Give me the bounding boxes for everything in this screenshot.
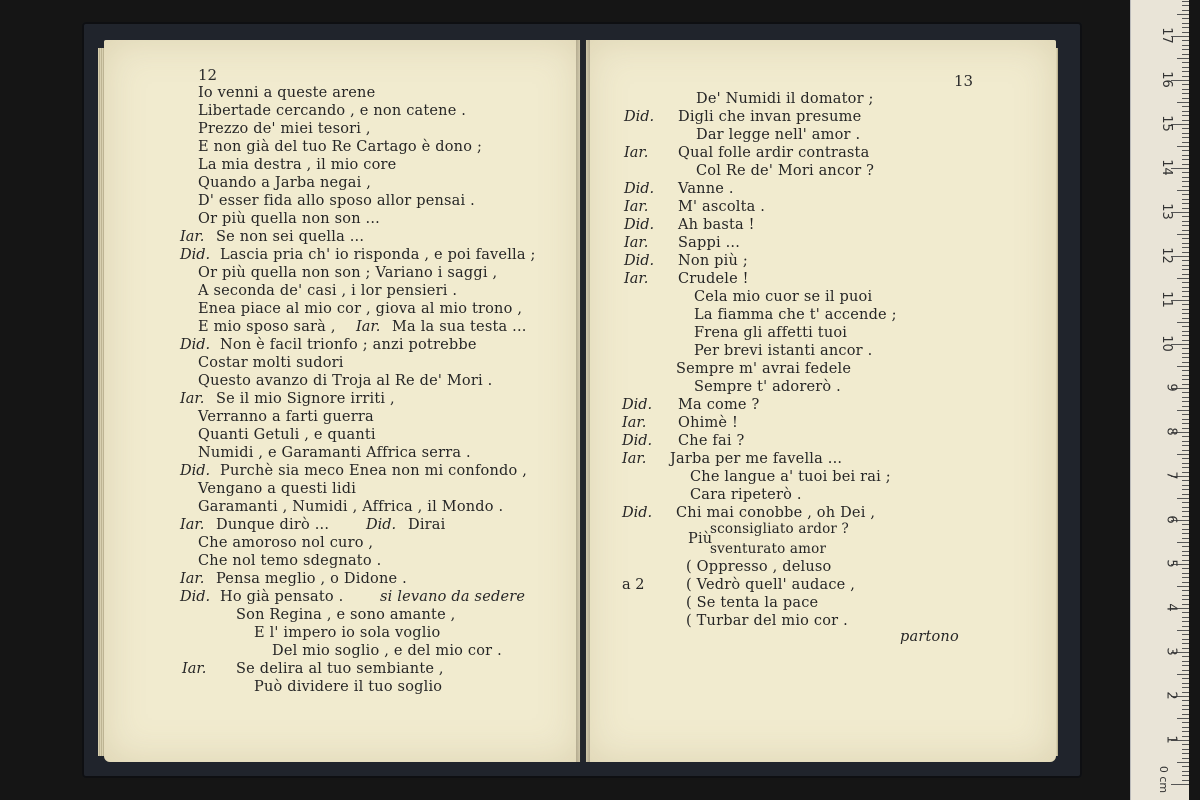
ruler-tick: [1182, 502, 1189, 503]
verse-line: Digli che invan presume: [678, 109, 862, 125]
ruler-tick: [1182, 269, 1189, 270]
speaker-label: Iar.: [180, 229, 205, 245]
ruler-unit-label: 0 cm: [1156, 765, 1170, 794]
ruler-tick: [1182, 10, 1189, 11]
verse-line: Sempre t' adorerò .: [694, 379, 841, 395]
verse-line: Che fai ?: [678, 433, 745, 449]
verse-line: Più: [688, 531, 713, 547]
ruler-tick: [1182, 274, 1189, 275]
ruler-tick: [1182, 45, 1189, 46]
ruler-tick: [1177, 278, 1189, 279]
ruler-tick: [1182, 150, 1189, 151]
ruler-tick: [1182, 98, 1189, 99]
verse-line: D' esser fida allo sposo allor pensai .: [198, 193, 475, 209]
speaker-label: Did.: [624, 181, 655, 197]
ruler-number: 10: [1159, 335, 1175, 352]
ruler-tick: [1182, 524, 1189, 525]
speaker-label: Iar.: [624, 271, 649, 287]
verse-line: sventurato amor: [710, 541, 827, 557]
verse-line: Sempre m' avrai fedele: [676, 361, 852, 377]
ruler-tick: [1182, 604, 1189, 605]
ruler-tick: [1182, 766, 1189, 767]
speaker-label: Did.: [180, 589, 211, 605]
verse-line: Chi mai conobbe , oh Dei ,: [676, 505, 876, 521]
ruler-tick: [1182, 89, 1189, 90]
verse-line: E mio sposo sarà ,: [198, 319, 336, 335]
speaker-label: a 2: [622, 577, 645, 593]
ruler-tick: [1177, 718, 1189, 719]
ruler-tick: [1177, 674, 1189, 675]
ruler-tick: [1182, 507, 1189, 508]
ruler-tick: [1182, 485, 1189, 486]
speaker-label: Did.: [180, 463, 211, 479]
ruler-tick: [1182, 419, 1189, 420]
ruler-tick: [1182, 494, 1189, 495]
ruler-tick: [1182, 247, 1189, 248]
verse-line: Vengano a questi lidi: [198, 481, 357, 497]
ruler-tick: [1182, 450, 1189, 451]
measurement-ruler: [1130, 0, 1189, 800]
ruler-number: 13: [1159, 203, 1175, 220]
ruler-tick: [1182, 678, 1189, 679]
ruler-tick: [1182, 186, 1189, 187]
ruler-tick: [1182, 683, 1189, 684]
verse-line: Non è facil trionfo ; anzi potrebbe: [220, 337, 477, 353]
ruler-tick: [1182, 348, 1189, 349]
verse-line: Io venni a queste arene: [198, 85, 376, 101]
ruler-tick: [1177, 190, 1189, 191]
speaker-label: Iar.: [622, 451, 647, 467]
ruler-tick: [1182, 71, 1189, 72]
ruler-tick: [1182, 749, 1189, 750]
ruler-tick: [1177, 454, 1189, 455]
verse-line: E non già del tuo Re Cartago è dono ;: [198, 139, 483, 155]
stage-direction: si levano da sedere: [380, 589, 526, 605]
ruler-tick: [1182, 177, 1189, 178]
verse-line: A seconda de' casi , i lor pensieri .: [198, 283, 458, 299]
ruler-tick: [1182, 309, 1189, 310]
ruler-tick: [1182, 379, 1189, 380]
speaker-label: Iar.: [182, 661, 207, 677]
ruler-tick: [1182, 423, 1189, 424]
ruler-tick: [1177, 146, 1189, 147]
ruler-tick: [1182, 546, 1189, 547]
ruler-tick: [1182, 216, 1189, 217]
verse-line: ( Oppresso , deluso: [686, 559, 832, 575]
ruler-tick: [1177, 102, 1189, 103]
ruler-tick: [1182, 133, 1189, 134]
speaker-label: Did.: [180, 247, 211, 263]
ruler-tick: [1182, 318, 1189, 319]
ruler-tick: [1182, 111, 1189, 112]
ruler-tick: [1182, 599, 1189, 600]
speaker-label: Iar.: [624, 145, 649, 161]
ruler-number: 5: [1163, 559, 1179, 568]
verse-line: Può dividere il tuo soglio: [254, 679, 443, 695]
verse-line: Qual folle ardir contrasta: [678, 145, 870, 161]
ruler-tick: [1182, 49, 1189, 50]
ruler-tick: [1177, 58, 1189, 59]
verse-line: La fiamma che t' accende ;: [694, 307, 897, 323]
ruler-tick: [1182, 573, 1189, 574]
speaker-label: Did.: [366, 517, 397, 533]
verse-line: Che langue a' tuoi bei rai ;: [690, 469, 891, 485]
ruler-tick: [1182, 84, 1189, 85]
ruler-tick: [1182, 120, 1189, 121]
ruler-tick: [1182, 304, 1189, 305]
ruler-tick: [1182, 577, 1189, 578]
ruler-tick: [1182, 384, 1189, 385]
verse-line: Purchè sia meco Enea non mi confondo ,: [220, 463, 528, 479]
ruler-tick: [1182, 340, 1189, 341]
verse-line: Crudele !: [678, 271, 749, 287]
ruler-tick: [1182, 18, 1189, 19]
speaker-label: Did.: [622, 505, 653, 521]
verse-line: Ah basta !: [678, 217, 755, 233]
speaker-label: Did.: [624, 217, 655, 233]
ruler-tick: [1182, 731, 1189, 732]
ruler-tick: [1182, 54, 1189, 55]
ruler-tick: [1177, 14, 1189, 15]
ruler-tick: [1182, 203, 1189, 204]
verse-line: Se il mio Signore irriti ,: [216, 391, 395, 407]
verse-line: Che amoroso nol curo ,: [198, 535, 374, 551]
ruler-number: 1: [1163, 735, 1179, 744]
ruler-tick: [1182, 326, 1189, 327]
ruler-tick: [1182, 155, 1189, 156]
ruler-tick: [1182, 582, 1189, 583]
ruler-tick: [1182, 106, 1189, 107]
verse-line: Questo avanzo di Troja al Re de' Mori .: [198, 373, 493, 389]
ruler-tick: [1177, 762, 1189, 763]
ruler-tick: [1182, 648, 1189, 649]
ruler-tick: [1182, 445, 1189, 446]
ruler-tick: [1177, 498, 1189, 499]
speaker-label: Iar.: [180, 391, 205, 407]
ruler-tick: [1182, 533, 1189, 534]
ruler-tick: [1182, 296, 1189, 297]
verse-line: Numidi , e Garamanti Affrica serra .: [198, 445, 471, 461]
ruler-number: 16: [1159, 71, 1175, 88]
ruler-tick: [1182, 714, 1189, 715]
ruler-tick: [1182, 32, 1189, 33]
ruler-tick: [1182, 291, 1189, 292]
ruler-number: 3: [1163, 647, 1179, 656]
verse-line: Enea piace al mio cor , giova al mio trono ,: [198, 301, 523, 317]
ruler-tick: [1182, 370, 1189, 371]
ruler-tick: [1182, 643, 1189, 644]
speaker-label: Iar.: [180, 571, 205, 587]
ruler-tick: [1182, 252, 1189, 253]
ruler-tick: [1177, 410, 1189, 411]
verse-line: Ma come ?: [678, 397, 760, 413]
ruler-tick: [1182, 159, 1189, 160]
ruler-tick: [1182, 472, 1189, 473]
verse-line: Per brevi istanti ancor .: [694, 343, 873, 359]
verse-line: Non più ;: [678, 253, 748, 269]
ruler-tick: [1182, 172, 1189, 173]
speaker-label: Did.: [622, 397, 653, 413]
ruler-tick: [1182, 665, 1189, 666]
ruler-tick: [1182, 260, 1189, 261]
ruler-tick: [1182, 221, 1189, 222]
verse-line: ( Vedrò quell' audace ,: [686, 577, 856, 593]
ruler-tick: [1182, 137, 1189, 138]
ruler-number: 9: [1163, 383, 1179, 392]
ruler-tick: [1171, 784, 1189, 785]
ruler-number: 11: [1159, 291, 1175, 308]
ruler-tick: [1182, 93, 1189, 94]
ruler-tick: [1182, 617, 1189, 618]
verse-line: Prezzo de' miei tesori ,: [198, 121, 371, 137]
ruler-tick: [1182, 414, 1189, 415]
ruler-tick: [1182, 661, 1189, 662]
ruler-tick: [1182, 516, 1189, 517]
ruler-tick: [1182, 705, 1189, 706]
ruler-tick: [1182, 353, 1189, 354]
ruler-tick: [1182, 656, 1189, 657]
ruler-tick: [1182, 775, 1189, 776]
verse-line: Col Re de' Mori ancor ?: [696, 163, 875, 179]
verse-line: Che nol temo sdegnato .: [198, 553, 382, 569]
ruler-tick: [1182, 634, 1189, 635]
verse-line: E l' impero io sola voglio: [254, 625, 441, 641]
verse-line: Son Regina , e sono amante ,: [236, 607, 456, 623]
ruler-tick: [1177, 542, 1189, 543]
verse-line: Dunque dirò ...: [216, 517, 330, 533]
verse-line: De' Numidi il domator ;: [696, 91, 874, 107]
ruler-tick: [1182, 40, 1189, 41]
ruler-tick: [1182, 687, 1189, 688]
ruler-tick: [1182, 428, 1189, 429]
ruler-tick: [1182, 27, 1189, 28]
ruler-tick: [1182, 670, 1189, 671]
ruler-tick: [1182, 142, 1189, 143]
ruler-tick: [1182, 626, 1189, 627]
ruler-tick: [1182, 753, 1189, 754]
ruler-tick: [1182, 1, 1189, 2]
ruler-tick: [1182, 282, 1189, 283]
speaker-label: Iar.: [624, 235, 649, 251]
ruler-tick: [1182, 480, 1189, 481]
ruler-tick: [1182, 287, 1189, 288]
ruler-tick: [1177, 234, 1189, 235]
ruler-tick: [1182, 590, 1189, 591]
ruler-tick: [1182, 511, 1189, 512]
ruler-tick: [1182, 560, 1189, 561]
book-gutter: [576, 40, 590, 762]
verse-line: sconsigliato ardor ?: [710, 521, 849, 537]
ruler-tick: [1182, 397, 1189, 398]
ruler-tick: [1177, 366, 1189, 367]
ruler-tick: [1182, 194, 1189, 195]
verse-line: Dirai: [408, 517, 446, 533]
ruler-number: 8: [1163, 427, 1179, 436]
verse-line: Lascia pria ch' io risponda , e poi favella ;: [220, 247, 536, 263]
ruler-tick: [1182, 128, 1189, 129]
ruler-tick: [1182, 208, 1189, 209]
ruler-tick: [1182, 595, 1189, 596]
verse-line: Or più quella non son ...: [198, 211, 380, 227]
right-page-number: 13: [954, 72, 974, 90]
ruler-tick: [1182, 727, 1189, 728]
speaker-label: Did.: [624, 253, 655, 269]
verse-line: Pensa meglio , o Didone .: [216, 571, 407, 587]
ruler-tick: [1182, 164, 1189, 165]
verse-line: Costar molti sudori: [198, 355, 344, 371]
speaker-label: Iar.: [180, 517, 205, 533]
ruler-number: 12: [1159, 247, 1175, 264]
ruler-tick: [1182, 230, 1189, 231]
ruler-tick: [1182, 467, 1189, 468]
verse-line: Dar legge nell' amor .: [696, 127, 861, 143]
ruler-tick: [1182, 555, 1189, 556]
speaker-label: Did.: [180, 337, 211, 353]
verse-line: ( Se tenta la pace: [686, 595, 819, 611]
verse-line: Vanne .: [678, 181, 734, 197]
ruler-tick: [1182, 23, 1189, 24]
verse-line: Verranno a farti guerra: [198, 409, 374, 425]
ruler-number: 14: [1159, 159, 1175, 176]
verse-line: Cela mio cuor se il puoi: [694, 289, 873, 305]
ruler-tick: [1182, 709, 1189, 710]
ruler-tick: [1182, 331, 1189, 332]
ruler-tick: [1182, 265, 1189, 266]
ruler-tick: [1182, 551, 1189, 552]
ruler-tick: [1177, 586, 1189, 587]
ruler-tick: [1182, 441, 1189, 442]
ruler-tick: [1182, 199, 1189, 200]
ruler-tick: [1182, 375, 1189, 376]
verse-line: Frena gli affetti tuoi: [694, 325, 848, 341]
verse-line: Ma la sua testa ...: [392, 319, 527, 335]
ruler-tick: [1182, 736, 1189, 737]
ruler-tick: [1182, 700, 1189, 701]
ruler-tick: [1182, 362, 1189, 363]
verse-line: Or più quella non son ; Variano i saggi ,: [198, 265, 498, 281]
ruler-tick: [1182, 436, 1189, 437]
ruler-tick: [1182, 76, 1189, 77]
ruler-tick: [1182, 621, 1189, 622]
ruler-tick: [1182, 5, 1189, 6]
ruler-tick: [1182, 406, 1189, 407]
ruler-tick: [1182, 758, 1189, 759]
left-page-number: 12: [198, 66, 218, 84]
verse-line: ( Turbar del mio cor .: [686, 613, 848, 629]
ruler-number: 15: [1159, 115, 1175, 132]
ruler-number: 7: [1163, 471, 1179, 480]
ruler-tick: [1182, 780, 1189, 781]
ruler-tick: [1182, 392, 1189, 393]
ruler-number: 2: [1163, 691, 1179, 700]
ruler-tick: [1182, 692, 1189, 693]
verse-line: Garamanti , Numidi , Affrica , il Mondo .: [198, 499, 504, 515]
ruler-tick: [1182, 722, 1189, 723]
speaker-label: Iar.: [622, 415, 647, 431]
ruler-tick: [1182, 538, 1189, 539]
ruler-tick: [1182, 612, 1189, 613]
speaker-label: Did.: [624, 109, 655, 125]
ruler-tick: [1182, 115, 1189, 116]
ruler-tick: [1182, 401, 1189, 402]
ruler-number: 17: [1159, 27, 1175, 44]
verse-line: Libertade cercando , e non catene .: [198, 103, 467, 119]
ruler-tick: [1182, 243, 1189, 244]
verse-line: Ho già pensato .: [220, 589, 344, 605]
ruler-tick: [1182, 62, 1189, 63]
ruler-tick: [1182, 335, 1189, 336]
ruler-tick: [1182, 639, 1189, 640]
ruler-tick: [1182, 568, 1189, 569]
verse-line: Ohimè !: [678, 415, 739, 431]
ruler-tick: [1177, 322, 1189, 323]
ruler-tick: [1182, 458, 1189, 459]
verse-line: La mia destra , il mio core: [198, 157, 397, 173]
speaker-label: Iar.: [624, 199, 649, 215]
ruler-tick: [1182, 357, 1189, 358]
ruler-tick: [1182, 744, 1189, 745]
verse-line: Se non sei quella ...: [216, 229, 365, 245]
verse-line: Quando a Jarba negai ,: [198, 175, 372, 191]
speaker-label: Iar.: [356, 319, 381, 335]
ruler-number: 6: [1163, 515, 1179, 524]
ruler-tick: [1182, 313, 1189, 314]
verse-line: Jarba per me favella ...: [670, 451, 843, 467]
ruler-tick: [1182, 67, 1189, 68]
ruler-tick: [1182, 771, 1189, 772]
ruler-tick: [1182, 489, 1189, 490]
ruler-tick: [1182, 463, 1189, 464]
ruler-tick: [1182, 238, 1189, 239]
verse-line: M' ascolta .: [678, 199, 766, 215]
speaker-label: Did.: [622, 433, 653, 449]
ruler-tick: [1182, 529, 1189, 530]
stage-direction: partono: [900, 629, 959, 645]
ruler-tick: [1182, 225, 1189, 226]
ruler-tick: [1177, 630, 1189, 631]
verse-line: Cara ripeterò .: [690, 487, 802, 503]
verse-line: Del mio soglio , e del mio cor .: [272, 643, 502, 659]
verse-line: Quanti Getuli , e quanti: [198, 427, 376, 443]
verse-line: Sappi ...: [678, 235, 741, 251]
verse-line: Se delira al tuo sembiante ,: [236, 661, 444, 677]
ruler-tick: [1182, 181, 1189, 182]
ruler-number: 4: [1163, 603, 1179, 612]
